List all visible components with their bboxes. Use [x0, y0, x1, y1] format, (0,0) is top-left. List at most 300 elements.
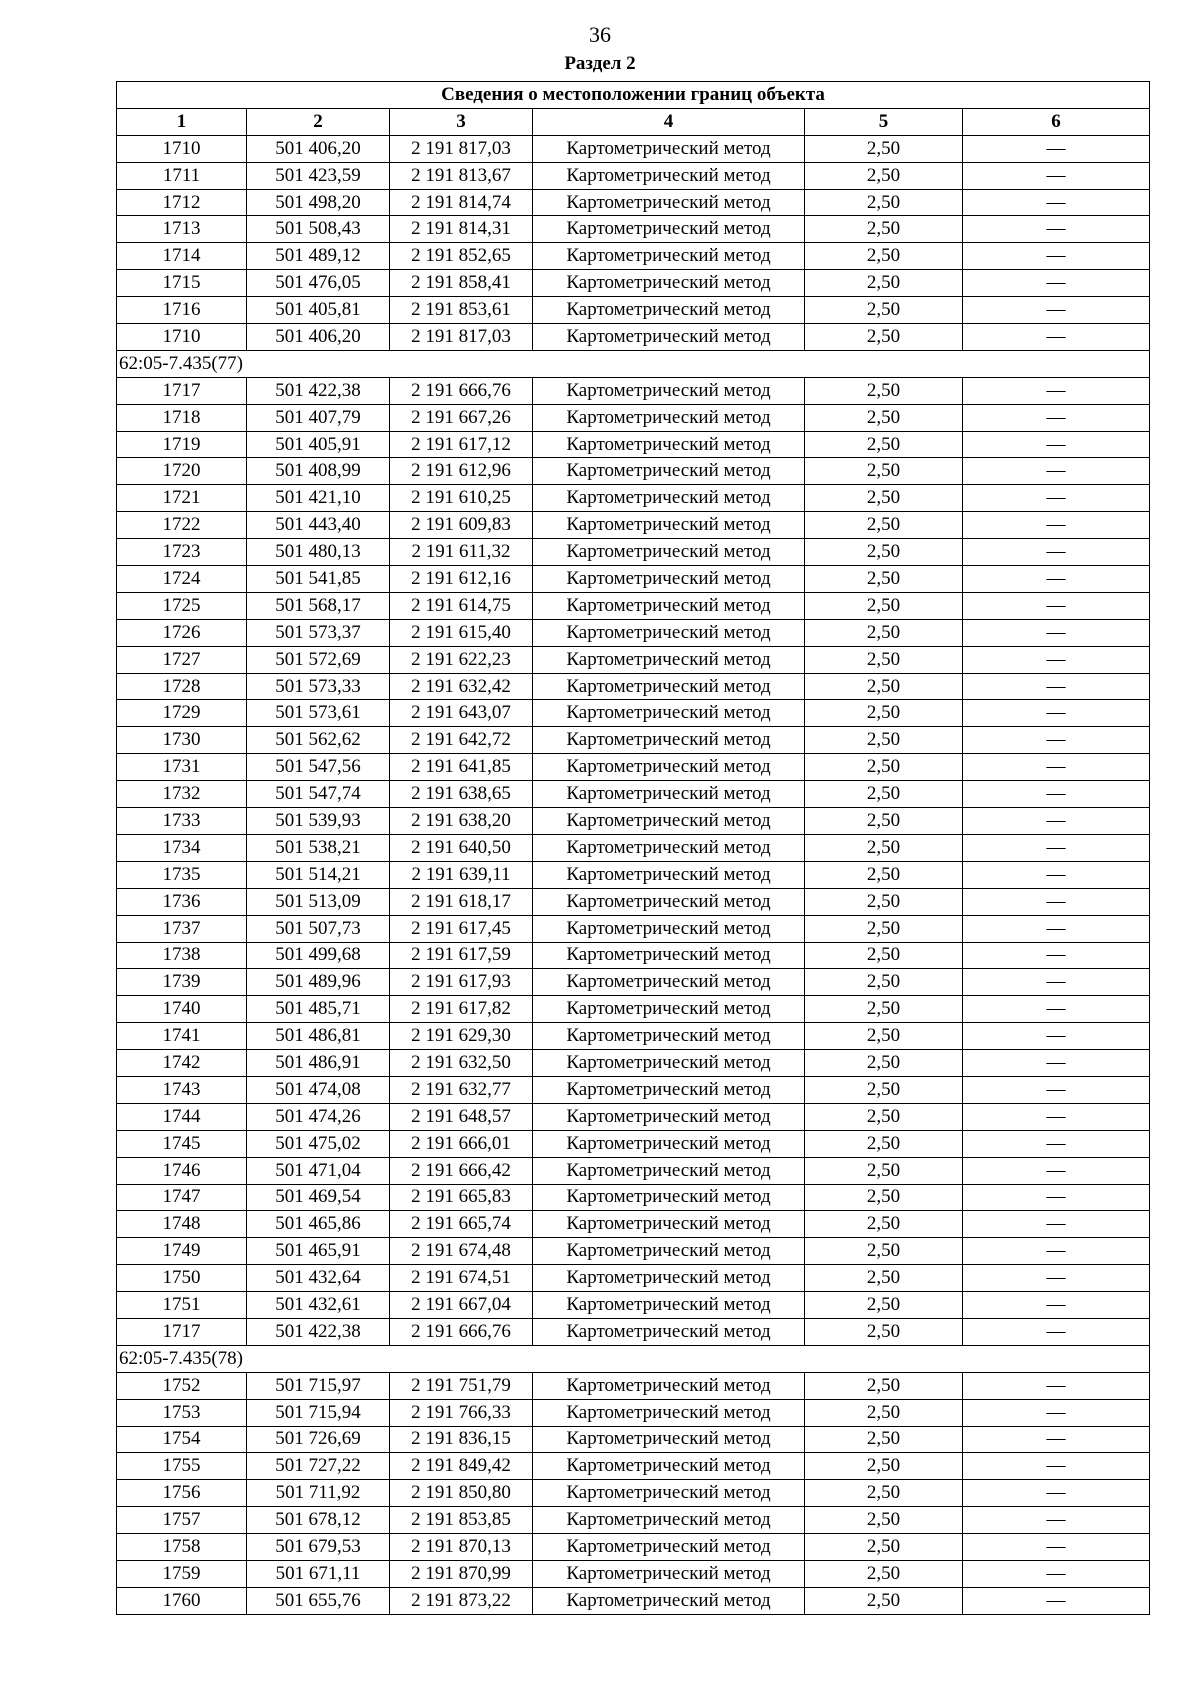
point-number-cell: 1755 — [117, 1453, 247, 1480]
accuracy-cell: 2,50 — [805, 1265, 963, 1292]
accuracy-cell: 2,50 — [805, 377, 963, 404]
x-coordinate-cell: 501 489,96 — [247, 969, 390, 996]
column-header: 5 — [805, 108, 963, 135]
accuracy-cell: 2,50 — [805, 619, 963, 646]
accuracy-cell: 2,50 — [805, 1534, 963, 1561]
x-coordinate-cell: 501 422,38 — [247, 377, 390, 404]
accuracy-cell: 2,50 — [805, 297, 963, 324]
x-coordinate-cell: 501 423,59 — [247, 162, 390, 189]
table-row — [117, 861, 1150, 888]
page-number: 36 — [589, 22, 611, 47]
method-cell: Картометрический метод — [533, 539, 805, 566]
method-cell: Картометрический метод — [533, 297, 805, 324]
y-coordinate-cell: 2 191 666,42 — [390, 1157, 533, 1184]
accuracy-cell: 2,50 — [805, 942, 963, 969]
accuracy-cell: 2,50 — [805, 404, 963, 431]
note-cell: — — [963, 324, 1150, 351]
x-coordinate-cell: 501 715,97 — [247, 1372, 390, 1399]
x-coordinate-cell: 501 679,53 — [247, 1534, 390, 1561]
point-number-cell: 1736 — [117, 888, 247, 915]
note-cell: — — [963, 566, 1150, 593]
y-coordinate-cell: 2 191 666,76 — [390, 1318, 533, 1345]
note-cell: — — [963, 969, 1150, 996]
x-coordinate-cell: 501 489,12 — [247, 243, 390, 270]
table-row — [117, 458, 1150, 485]
y-coordinate-cell: 2 191 870,99 — [390, 1560, 533, 1587]
point-number-cell: 1752 — [117, 1372, 247, 1399]
note-cell: — — [963, 297, 1150, 324]
accuracy-cell: 2,50 — [805, 861, 963, 888]
table-row — [117, 1130, 1150, 1157]
table-row — [117, 1560, 1150, 1587]
y-coordinate-cell: 2 191 667,04 — [390, 1292, 533, 1319]
y-coordinate-cell: 2 191 667,26 — [390, 404, 533, 431]
note-cell: — — [963, 1130, 1150, 1157]
point-number-cell: 1711 — [117, 162, 247, 189]
table-row — [117, 1211, 1150, 1238]
accuracy-cell: 2,50 — [805, 189, 963, 216]
method-cell: Картометрический метод — [533, 1372, 805, 1399]
method-cell: Картометрический метод — [533, 781, 805, 808]
note-cell: — — [963, 1480, 1150, 1507]
note-cell: — — [963, 592, 1150, 619]
x-coordinate-cell: 501 715,94 — [247, 1399, 390, 1426]
point-number-cell: 1713 — [117, 216, 247, 243]
table-row — [117, 189, 1150, 216]
method-cell: Картометрический метод — [533, 324, 805, 351]
table-row — [117, 135, 1150, 162]
method-cell: Картометрический метод — [533, 135, 805, 162]
point-number-cell: 1743 — [117, 1076, 247, 1103]
y-coordinate-cell: 2 191 814,74 — [390, 189, 533, 216]
y-coordinate-cell: 2 191 610,25 — [390, 485, 533, 512]
x-coordinate-cell: 501 486,81 — [247, 1023, 390, 1050]
accuracy-cell: 2,50 — [805, 135, 963, 162]
y-coordinate-cell: 2 191 666,76 — [390, 377, 533, 404]
y-coordinate-cell: 2 191 643,07 — [390, 700, 533, 727]
x-coordinate-cell: 501 476,05 — [247, 270, 390, 297]
method-cell: Картометрический метод — [533, 619, 805, 646]
note-cell: — — [963, 861, 1150, 888]
method-cell: Картометрический метод — [533, 189, 805, 216]
x-coordinate-cell: 501 408,99 — [247, 458, 390, 485]
accuracy-cell: 2,50 — [805, 754, 963, 781]
accuracy-cell: 2,50 — [805, 1103, 963, 1130]
x-coordinate-cell: 501 406,20 — [247, 324, 390, 351]
y-coordinate-cell: 2 191 617,45 — [390, 915, 533, 942]
method-cell: Картометрический метод — [533, 458, 805, 485]
method-cell: Картометрический метод — [533, 1534, 805, 1561]
accuracy-cell: 2,50 — [805, 1318, 963, 1345]
x-coordinate-cell: 501 474,26 — [247, 1103, 390, 1130]
accuracy-cell: 2,50 — [805, 1480, 963, 1507]
note-cell: — — [963, 458, 1150, 485]
note-cell: — — [963, 834, 1150, 861]
note-cell: — — [963, 1076, 1150, 1103]
y-coordinate-cell: 2 191 674,48 — [390, 1238, 533, 1265]
note-cell: — — [963, 1453, 1150, 1480]
x-coordinate-cell: 501 573,37 — [247, 619, 390, 646]
y-coordinate-cell: 2 191 611,32 — [390, 539, 533, 566]
group-label: 62:05-7.435(78) — [117, 1345, 1150, 1372]
y-coordinate-cell: 2 191 617,82 — [390, 996, 533, 1023]
y-coordinate-cell: 2 191 836,15 — [390, 1426, 533, 1453]
table-row — [117, 539, 1150, 566]
point-number-cell: 1756 — [117, 1480, 247, 1507]
accuracy-cell: 2,50 — [805, 1211, 963, 1238]
y-coordinate-cell: 2 191 638,20 — [390, 808, 533, 835]
table-row — [117, 592, 1150, 619]
table-row — [117, 404, 1150, 431]
note-cell: — — [963, 1507, 1150, 1534]
point-number-cell: 1753 — [117, 1399, 247, 1426]
y-coordinate-cell: 2 191 648,57 — [390, 1103, 533, 1130]
point-number-cell: 1734 — [117, 834, 247, 861]
accuracy-cell: 2,50 — [805, 969, 963, 996]
method-cell: Картометрический метод — [533, 1399, 805, 1426]
accuracy-cell: 2,50 — [805, 1130, 963, 1157]
accuracy-cell: 2,50 — [805, 566, 963, 593]
point-number-cell: 1727 — [117, 646, 247, 673]
accuracy-cell: 2,50 — [805, 808, 963, 835]
point-number-cell: 1717 — [117, 377, 247, 404]
point-number-cell: 1724 — [117, 566, 247, 593]
note-cell: — — [963, 1103, 1150, 1130]
point-number-cell: 1746 — [117, 1157, 247, 1184]
x-coordinate-cell: 501 671,11 — [247, 1560, 390, 1587]
accuracy-cell: 2,50 — [805, 1076, 963, 1103]
x-coordinate-cell: 501 474,08 — [247, 1076, 390, 1103]
point-number-cell: 1726 — [117, 619, 247, 646]
accuracy-cell: 2,50 — [805, 1372, 963, 1399]
point-number-cell: 1750 — [117, 1265, 247, 1292]
point-number-cell: 1739 — [117, 969, 247, 996]
accuracy-cell: 2,50 — [805, 1050, 963, 1077]
accuracy-cell: 2,50 — [805, 1560, 963, 1587]
y-coordinate-cell: 2 191 873,22 — [390, 1587, 533, 1614]
method-cell: Картометрический метод — [533, 727, 805, 754]
point-number-cell: 1759 — [117, 1560, 247, 1587]
x-coordinate-cell: 501 421,10 — [247, 485, 390, 512]
point-number-cell: 1747 — [117, 1184, 247, 1211]
accuracy-cell: 2,50 — [805, 1184, 963, 1211]
accuracy-cell: 2,50 — [805, 1399, 963, 1426]
accuracy-cell: 2,50 — [805, 512, 963, 539]
table-row — [117, 216, 1150, 243]
method-cell: Картометрический метод — [533, 834, 805, 861]
method-cell: Картометрический метод — [533, 969, 805, 996]
x-coordinate-cell: 501 726,69 — [247, 1426, 390, 1453]
note-cell: — — [963, 1184, 1150, 1211]
note-cell: — — [963, 942, 1150, 969]
note-cell: — — [963, 1265, 1150, 1292]
x-coordinate-cell: 501 407,79 — [247, 404, 390, 431]
table-row — [117, 1453, 1150, 1480]
table-row — [117, 1587, 1150, 1614]
point-number-cell: 1723 — [117, 539, 247, 566]
table-row — [117, 1076, 1150, 1103]
table-row — [117, 915, 1150, 942]
accuracy-cell: 2,50 — [805, 700, 963, 727]
note-cell: — — [963, 243, 1150, 270]
table-caption: Сведения о местоположении границ объекта — [117, 82, 1150, 109]
table-row — [117, 1292, 1150, 1319]
table-row — [117, 377, 1150, 404]
y-coordinate-cell: 2 191 853,85 — [390, 1507, 533, 1534]
y-coordinate-cell: 2 191 632,50 — [390, 1050, 533, 1077]
point-number-cell: 1735 — [117, 861, 247, 888]
table-row — [117, 485, 1150, 512]
column-header: 1 — [117, 108, 247, 135]
y-coordinate-cell: 2 191 617,59 — [390, 942, 533, 969]
note-cell: — — [963, 1238, 1150, 1265]
method-cell: Картометрический метод — [533, 216, 805, 243]
accuracy-cell: 2,50 — [805, 162, 963, 189]
method-cell: Картометрический метод — [533, 162, 805, 189]
point-number-cell: 1728 — [117, 673, 247, 700]
x-coordinate-cell: 501 443,40 — [247, 512, 390, 539]
table-row — [117, 1399, 1150, 1426]
x-coordinate-cell: 501 507,73 — [247, 915, 390, 942]
point-number-cell: 1715 — [117, 270, 247, 297]
table-row — [117, 781, 1150, 808]
table-row — [117, 808, 1150, 835]
x-coordinate-cell: 501 727,22 — [247, 1453, 390, 1480]
y-coordinate-cell: 2 191 814,31 — [390, 216, 533, 243]
note-cell: — — [963, 404, 1150, 431]
x-coordinate-cell: 501 568,17 — [247, 592, 390, 619]
accuracy-cell: 2,50 — [805, 673, 963, 700]
method-cell: Картометрический метод — [533, 888, 805, 915]
note-cell: — — [963, 1157, 1150, 1184]
method-cell: Картометрический метод — [533, 808, 805, 835]
x-coordinate-cell: 501 406,20 — [247, 135, 390, 162]
method-cell: Картометрический метод — [533, 404, 805, 431]
accuracy-cell: 2,50 — [805, 592, 963, 619]
note-cell: — — [963, 808, 1150, 835]
table-row — [117, 162, 1150, 189]
accuracy-cell: 2,50 — [805, 539, 963, 566]
note-cell: — — [963, 996, 1150, 1023]
x-coordinate-cell: 501 547,56 — [247, 754, 390, 781]
group-row — [117, 350, 1150, 377]
y-coordinate-cell: 2 191 638,65 — [390, 781, 533, 808]
note-cell: — — [963, 512, 1150, 539]
point-number-cell: 1725 — [117, 592, 247, 619]
y-coordinate-cell: 2 191 858,41 — [390, 270, 533, 297]
column-header: 6 — [963, 108, 1150, 135]
y-coordinate-cell: 2 191 639,11 — [390, 861, 533, 888]
table-row — [117, 727, 1150, 754]
note-cell: — — [963, 135, 1150, 162]
x-coordinate-cell: 501 538,21 — [247, 834, 390, 861]
point-number-cell: 1721 — [117, 485, 247, 512]
group-label: 62:05-7.435(77) — [117, 350, 1150, 377]
group-row — [117, 1345, 1150, 1372]
y-coordinate-cell: 2 191 766,33 — [390, 1399, 533, 1426]
method-cell: Картометрический метод — [533, 1318, 805, 1345]
y-coordinate-cell: 2 191 617,12 — [390, 431, 533, 458]
y-coordinate-cell: 2 191 849,42 — [390, 1453, 533, 1480]
method-cell: Картометрический метод — [533, 861, 805, 888]
method-cell: Картометрический метод — [533, 1587, 805, 1614]
y-coordinate-cell: 2 191 609,83 — [390, 512, 533, 539]
method-cell: Картометрический метод — [533, 1023, 805, 1050]
accuracy-cell: 2,50 — [805, 216, 963, 243]
x-coordinate-cell: 501 422,38 — [247, 1318, 390, 1345]
accuracy-cell: 2,50 — [805, 646, 963, 673]
table-row — [117, 1238, 1150, 1265]
x-coordinate-cell: 501 486,91 — [247, 1050, 390, 1077]
column-header: 3 — [390, 108, 533, 135]
method-cell: Картометрический метод — [533, 1211, 805, 1238]
table-row — [117, 996, 1150, 1023]
accuracy-cell: 2,50 — [805, 431, 963, 458]
table-row — [117, 1103, 1150, 1130]
note-cell: — — [963, 888, 1150, 915]
point-number-cell: 1718 — [117, 404, 247, 431]
x-coordinate-cell: 501 678,12 — [247, 1507, 390, 1534]
accuracy-cell: 2,50 — [805, 781, 963, 808]
table-body — [117, 135, 1150, 1614]
method-cell: Картометрический метод — [533, 1050, 805, 1077]
method-cell: Картометрический метод — [533, 1507, 805, 1534]
note-cell: — — [963, 1534, 1150, 1561]
y-coordinate-cell: 2 191 813,67 — [390, 162, 533, 189]
column-number-row — [117, 108, 1150, 135]
x-coordinate-cell: 501 547,74 — [247, 781, 390, 808]
x-coordinate-cell: 501 711,92 — [247, 1480, 390, 1507]
point-number-cell: 1714 — [117, 243, 247, 270]
accuracy-cell: 2,50 — [805, 915, 963, 942]
note-cell: — — [963, 754, 1150, 781]
method-cell: Картометрический метод — [533, 1426, 805, 1453]
y-coordinate-cell: 2 191 666,01 — [390, 1130, 533, 1157]
table-row — [117, 297, 1150, 324]
method-cell: Картометрический метод — [533, 512, 805, 539]
note-cell: — — [963, 1587, 1150, 1614]
table-row — [117, 1372, 1150, 1399]
table-row — [117, 566, 1150, 593]
x-coordinate-cell: 501 485,71 — [247, 996, 390, 1023]
note-cell: — — [963, 1292, 1150, 1319]
method-cell: Картометрический метод — [533, 1130, 805, 1157]
y-coordinate-cell: 2 191 870,13 — [390, 1534, 533, 1561]
y-coordinate-cell: 2 191 817,03 — [390, 135, 533, 162]
accuracy-cell: 2,50 — [805, 1238, 963, 1265]
y-coordinate-cell: 2 191 618,17 — [390, 888, 533, 915]
section-title: Раздел 2 — [564, 53, 636, 74]
accuracy-cell: 2,50 — [805, 270, 963, 297]
point-number-cell: 1719 — [117, 431, 247, 458]
y-coordinate-cell: 2 191 641,85 — [390, 754, 533, 781]
point-number-cell: 1731 — [117, 754, 247, 781]
y-coordinate-cell: 2 191 632,77 — [390, 1076, 533, 1103]
accuracy-cell: 2,50 — [805, 458, 963, 485]
note-cell: — — [963, 377, 1150, 404]
note-cell: — — [963, 619, 1150, 646]
y-coordinate-cell: 2 191 617,93 — [390, 969, 533, 996]
y-coordinate-cell: 2 191 850,80 — [390, 1480, 533, 1507]
x-coordinate-cell: 501 508,43 — [247, 216, 390, 243]
note-cell: — — [963, 1426, 1150, 1453]
table-row — [117, 1480, 1150, 1507]
table-row — [117, 969, 1150, 996]
table-row — [117, 243, 1150, 270]
y-coordinate-cell: 2 191 817,03 — [390, 324, 533, 351]
accuracy-cell: 2,50 — [805, 1292, 963, 1319]
method-cell: Картометрический метод — [533, 996, 805, 1023]
accuracy-cell: 2,50 — [805, 243, 963, 270]
table-row — [117, 1265, 1150, 1292]
method-cell: Картометрический метод — [533, 431, 805, 458]
point-number-cell: 1741 — [117, 1023, 247, 1050]
table-row — [117, 1318, 1150, 1345]
point-number-cell: 1740 — [117, 996, 247, 1023]
point-number-cell: 1758 — [117, 1534, 247, 1561]
y-coordinate-cell: 2 191 640,50 — [390, 834, 533, 861]
note-cell: — — [963, 216, 1150, 243]
accuracy-cell: 2,50 — [805, 1453, 963, 1480]
accuracy-cell: 2,50 — [805, 1023, 963, 1050]
point-number-cell: 1748 — [117, 1211, 247, 1238]
y-coordinate-cell: 2 191 614,75 — [390, 592, 533, 619]
method-cell: Картометрический метод — [533, 1480, 805, 1507]
table-row — [117, 673, 1150, 700]
point-number-cell: 1729 — [117, 700, 247, 727]
point-number-cell: 1737 — [117, 915, 247, 942]
x-coordinate-cell: 501 432,61 — [247, 1292, 390, 1319]
y-coordinate-cell: 2 191 629,30 — [390, 1023, 533, 1050]
note-cell: — — [963, 1399, 1150, 1426]
y-coordinate-cell: 2 191 612,16 — [390, 566, 533, 593]
x-coordinate-cell: 501 469,54 — [247, 1184, 390, 1211]
boundary-coordinates-table — [116, 81, 1150, 1615]
y-coordinate-cell: 2 191 674,51 — [390, 1265, 533, 1292]
table-row — [117, 431, 1150, 458]
note-cell: — — [963, 270, 1150, 297]
x-coordinate-cell: 501 541,85 — [247, 566, 390, 593]
method-cell: Картометрический метод — [533, 1076, 805, 1103]
y-coordinate-cell: 2 191 665,74 — [390, 1211, 533, 1238]
table-row — [117, 700, 1150, 727]
accuracy-cell: 2,50 — [805, 1587, 963, 1614]
method-cell: Картометрический метод — [533, 673, 805, 700]
note-cell: — — [963, 1372, 1150, 1399]
y-coordinate-cell: 2 191 853,61 — [390, 297, 533, 324]
x-coordinate-cell: 501 539,93 — [247, 808, 390, 835]
point-number-cell: 1710 — [117, 135, 247, 162]
method-cell: Картометрический метод — [533, 942, 805, 969]
point-number-cell: 1751 — [117, 1292, 247, 1319]
x-coordinate-cell: 501 562,62 — [247, 727, 390, 754]
method-cell: Картометрический метод — [533, 646, 805, 673]
note-cell: — — [963, 1318, 1150, 1345]
method-cell: Картометрический метод — [533, 915, 805, 942]
point-number-cell: 1733 — [117, 808, 247, 835]
table-row — [117, 1534, 1150, 1561]
point-number-cell: 1745 — [117, 1130, 247, 1157]
note-cell: — — [963, 673, 1150, 700]
y-coordinate-cell: 2 191 612,96 — [390, 458, 533, 485]
y-coordinate-cell: 2 191 632,42 — [390, 673, 533, 700]
point-number-cell: 1760 — [117, 1587, 247, 1614]
y-coordinate-cell: 2 191 665,83 — [390, 1184, 533, 1211]
x-coordinate-cell: 501 475,02 — [247, 1130, 390, 1157]
x-coordinate-cell: 501 655,76 — [247, 1587, 390, 1614]
table-row — [117, 1157, 1150, 1184]
point-number-cell: 1716 — [117, 297, 247, 324]
